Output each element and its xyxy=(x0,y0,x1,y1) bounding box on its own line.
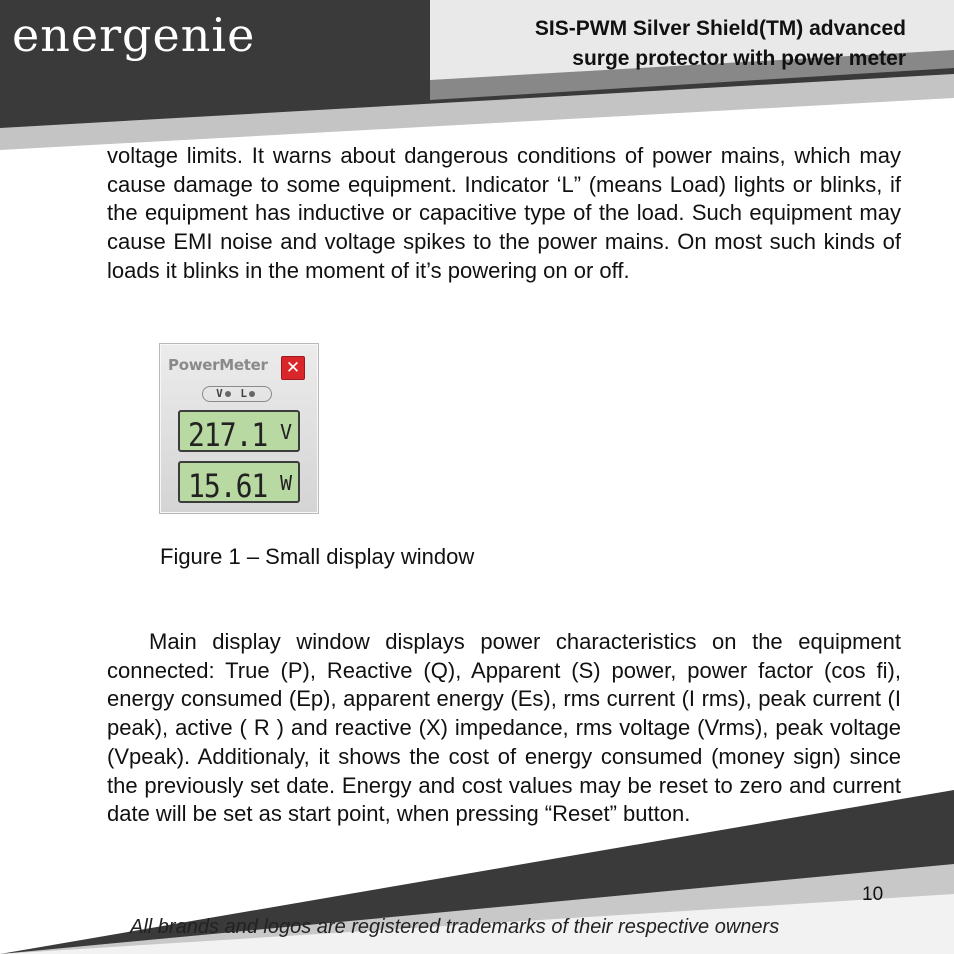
header-title-line1: SIS-PWM Silver Shield(TM) advanced xyxy=(534,17,906,40)
trademark-notice: All brands and logos are registered trademarks of their respective owners xyxy=(130,916,780,938)
power-unit: W xyxy=(279,471,292,495)
paragraph-indicator-description: voltage limits. It warns about dangerous conditions of power mains, which may cause damage to some equipment. Indicator ‘L” (means Load) lights or blinks, if the equipment has inductive or capacitive type of the load. Such equipment may cause EMI noise and voltage spikes to the power mains. On most such kinds of loads it blinks in the moment of it’s powering on or off. xyxy=(107,143,901,283)
indicator-l-dot xyxy=(249,391,255,397)
paragraph-main-display xyxy=(107,628,901,829)
indicator-v-label: V xyxy=(216,387,223,400)
page-number: 10 xyxy=(862,884,884,905)
status-indicators xyxy=(202,386,272,402)
power-display xyxy=(178,461,300,503)
indicator-v-dot xyxy=(225,391,231,397)
voltage-unit: V xyxy=(279,420,292,444)
powermeter-title: PowerMeter xyxy=(168,356,268,374)
paragraph-main-display-text: Main display window displays power characteristics on the equipment connected: True (P), Reactive (Q), Apparent (S) power, power factor (cos fi), energy consumed (Ep), apparent energy (Es), rms current (I rms), peak current (I peak), active ( R ) and reactive (X) impedance, rms voltage (Vrms), peak voltage (Vpeak). Additionaly, it shows the cost of energy consumed (money sign) since the previously set date. Energy and cost values may be reset to zero and current date will be set as start point, when pressing “Reset” button. xyxy=(107,629,901,827)
document-header-title xyxy=(386,14,906,74)
powermeter-small-window xyxy=(159,343,319,514)
power-value: 15.61 xyxy=(188,467,268,505)
energenie-logo: energenie xyxy=(12,8,256,62)
header-title-line2: surge protector with power meter xyxy=(572,47,906,70)
voltage-value: 217.1 xyxy=(188,416,268,454)
close-icon[interactable]: ✕ xyxy=(281,356,305,380)
voltage-display xyxy=(178,410,300,452)
figure-caption: Figure 1 – Small display window xyxy=(160,544,475,569)
indicator-l-label: L xyxy=(240,387,247,400)
